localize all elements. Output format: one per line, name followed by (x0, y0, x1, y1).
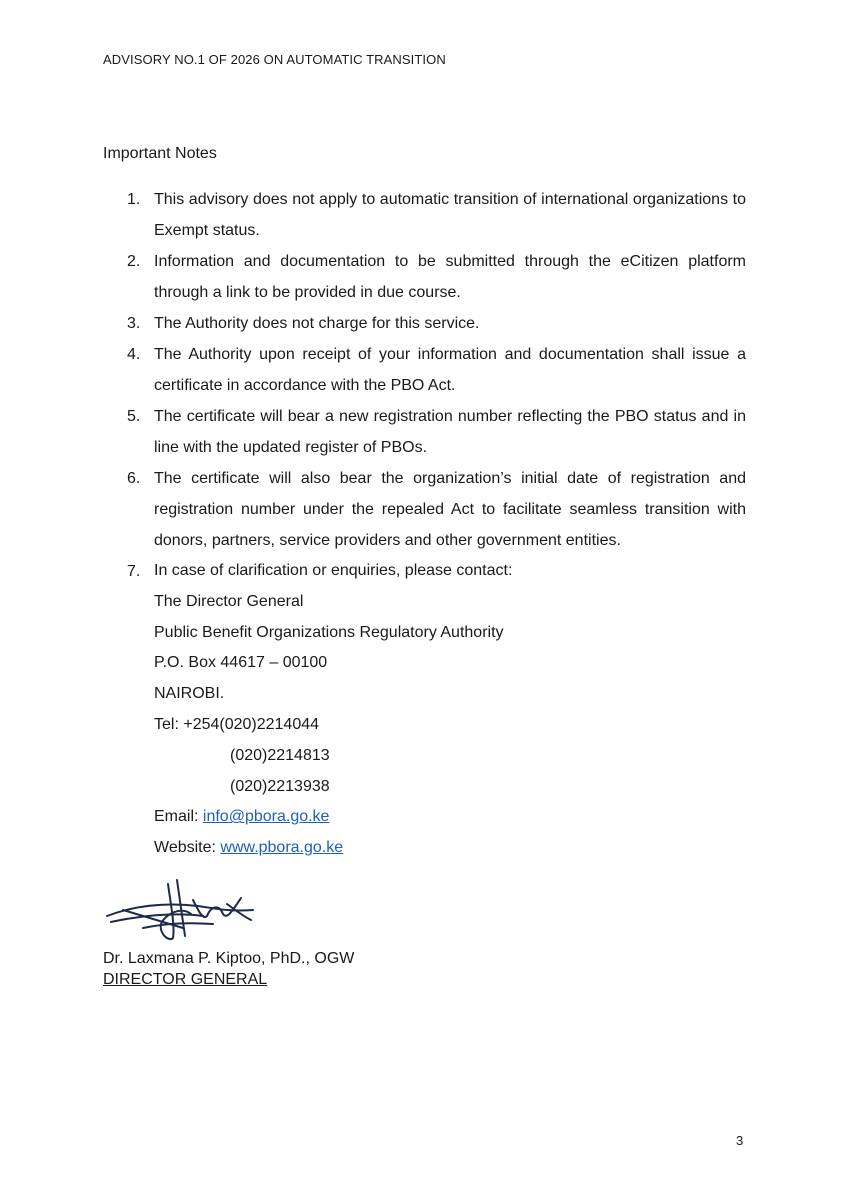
contact-intro: In case of clarification or enquiries, please contact: (154, 562, 513, 579)
website-link[interactable]: www.pbora.go.ke (220, 839, 344, 857)
list-item-text: The certificate will also bear the organization’s initial date of registration and registration number under the repealed Act to facilitate seamless transition with donors, partners, service providers and other government entities. (154, 470, 746, 549)
section-title: Important Notes (103, 145, 217, 162)
list-item-number: 3. (127, 315, 141, 332)
list-item-number: 5. (127, 408, 141, 425)
tel-number-secondary: (020)2214813 (230, 746, 330, 764)
list-item (103, 246, 746, 308)
list-item-number: 1. (127, 191, 141, 208)
website-label: Website: (154, 839, 221, 857)
list-item (103, 339, 746, 401)
signature-image (103, 876, 258, 946)
list-item-number: 4. (127, 346, 141, 363)
signer-name: Dr. Laxmana P. Kiptoo, PhD., OGW (103, 950, 355, 967)
tel-number-primary: +254(020)2214044 (183, 715, 320, 733)
list-item-text: The Authority does not charge for this service. (154, 315, 480, 332)
list-item-number: 2. (127, 253, 141, 270)
contact-telephone (154, 710, 746, 741)
list-item-number: 7. (127, 563, 141, 580)
list-item-text: Information and documentation to be submitted through the eCitizen platform through a link to be provided in due course. (154, 253, 746, 301)
contact-po-box: P.O. Box 44617 – 00100 (154, 654, 328, 672)
email-label: Email: (154, 808, 203, 826)
list-item-number: 6. (127, 470, 141, 487)
list-item-text: The certificate will bear a new registration number reflecting the PBO status and in line with the updated register of PBOs. (154, 408, 746, 456)
contact-organization: Public Benefit Organizations Regulatory Authority (154, 623, 504, 641)
important-notes-list (103, 184, 746, 864)
contact-recipient-title: The Director General (154, 592, 304, 610)
list-item (103, 463, 746, 556)
list-item (103, 184, 746, 246)
list-item (103, 308, 746, 339)
contact-city: NAIROBI. (154, 685, 225, 703)
tel-label: Tel: (154, 715, 184, 733)
page-number: 3 (736, 1133, 744, 1148)
email-link[interactable]: info@pbora.go.ke (202, 808, 330, 826)
tel-number-tertiary: (020)2213938 (230, 777, 330, 795)
list-item-text: The Authority upon receipt of your information and documentation shall issue a certificate in accordance with the PBO Act. (154, 346, 746, 394)
contact-website (154, 833, 746, 864)
document-header: ADVISORY NO.1 OF 2026 ON AUTOMATIC TRANSITION (103, 52, 446, 67)
contact-email (154, 802, 746, 833)
list-item-text: This advisory does not apply to automatic transition of international organizations to Exempt status. (154, 191, 746, 239)
signer-title: DIRECTOR GENERAL (103, 971, 268, 988)
contact-list-item (103, 556, 746, 864)
list-item (103, 401, 746, 463)
